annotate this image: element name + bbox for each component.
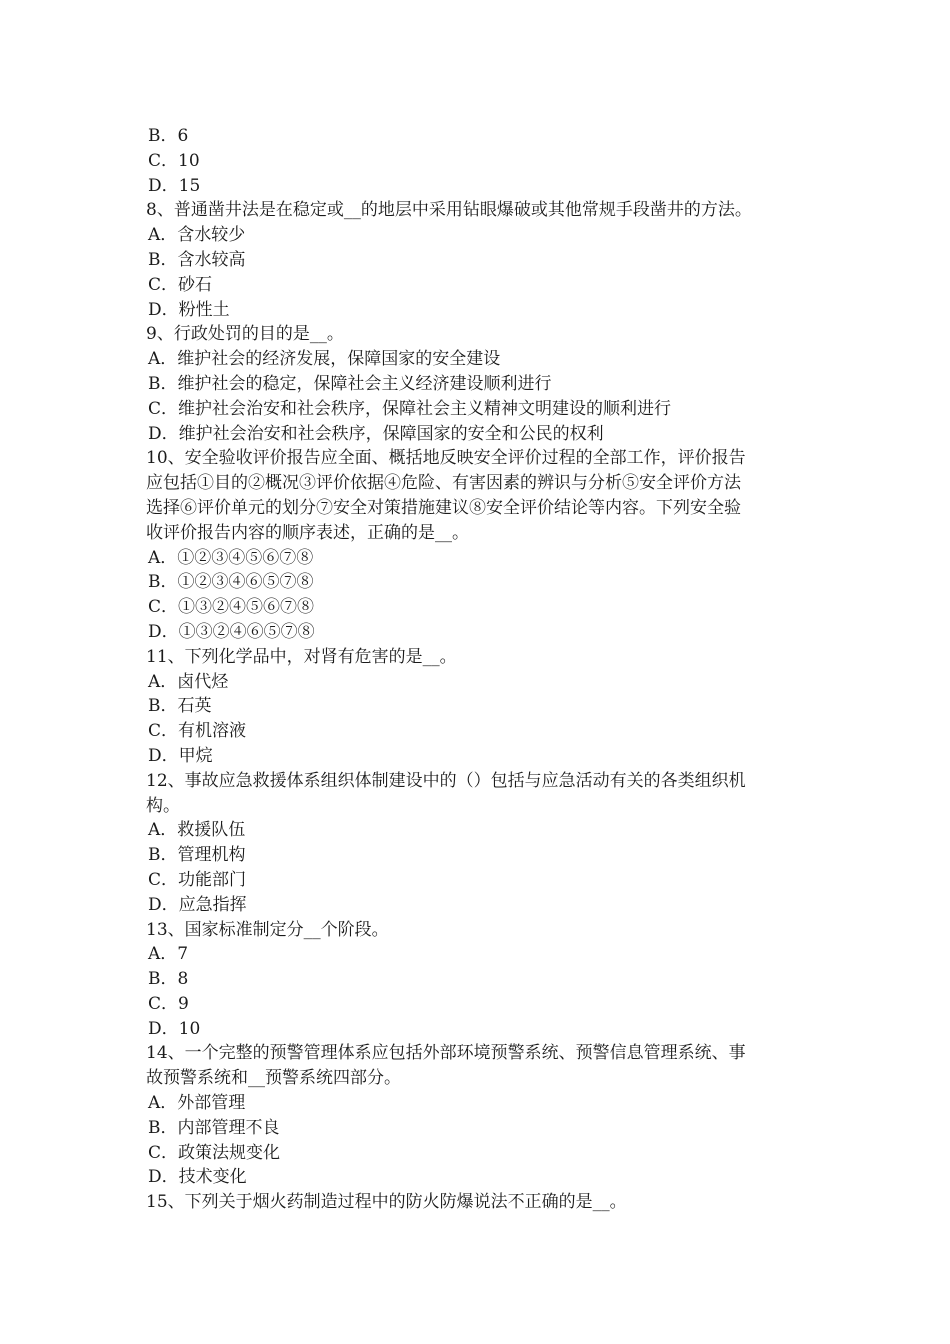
question-text: 11、下列化学品中，对肾有危害的是__。 [146, 646, 457, 667]
answer-option: C．功能部门 [148, 869, 247, 890]
answer-option: D．甲烷 [148, 745, 213, 766]
question-text: 收评价报告内容的顺序表述，正确的是__。 [146, 522, 469, 543]
question-text: 故预警系统和__预警系统四部分。 [146, 1068, 401, 1089]
question-text: 9、行政处罚的目的是__。 [146, 324, 344, 345]
answer-option: D．10 [148, 1018, 201, 1039]
question-text: 14、一个完整的预警管理体系应包括外部环境预警系统、预警信息管理系统、事 [146, 1043, 746, 1064]
answer-option: D．技术变化 [148, 1167, 247, 1188]
answer-option: C．①③②④⑤⑥⑦⑧ [148, 597, 315, 618]
question-text: 12、事故应急救援体系组织体制建设中的（）包括与应急活动有关的各类组织机 [146, 770, 746, 791]
document-body [146, 124, 826, 1215]
answer-option: D．15 [148, 175, 201, 196]
answer-option: C．政策法规变化 [148, 1142, 281, 1163]
answer-option: D．①③②④⑥⑤⑦⑧ [148, 621, 315, 642]
answer-option: C．维护社会治安和社会秩序，保障社会主义精神文明建设的顺利进行 [148, 398, 672, 419]
question-text: 应包括①目的②概况③评价依据④危险、有害因素的辨识与分析⑤安全评价方法 [146, 473, 741, 494]
answer-option: A．卤代烃 [148, 671, 229, 692]
answer-option: A．7 [148, 944, 189, 965]
question-text: 13、国家标准制定分__个阶段。 [146, 919, 389, 940]
answer-option: D．粉性土 [148, 299, 230, 320]
answer-option: A．救援队伍 [148, 820, 246, 841]
question-text: 8、普通凿井法是在稳定或__的地层中采用钻眼爆破或其他常规手段凿井的方法。 [146, 200, 752, 221]
answer-option: C．10 [148, 150, 200, 171]
question-text: 15、下列关于烟火药制造过程中的防火防爆说法不正确的是__。 [146, 1192, 627, 1213]
answer-option: B．6 [148, 126, 189, 146]
answer-option: C．9 [148, 993, 189, 1014]
question-text: 10、安全验收评价报告应全面、概括地反映安全评价过程的全部工作，评价报告 [146, 448, 746, 469]
answer-option: B．含水较高 [148, 249, 246, 270]
answer-option: B．维护社会的稳定，保障社会主义经济建设顺利进行 [148, 373, 552, 394]
answer-option: D．应急指挥 [148, 894, 247, 915]
answer-option: C．有机溶液 [148, 721, 247, 742]
answer-option: D．维护社会治安和社会秩序，保障国家的安全和公民的权利 [148, 423, 604, 444]
answer-option: B．8 [148, 969, 189, 990]
question-text: 选择⑥评价单元的划分⑦安全对策措施建议⑧安全评价结论等内容。下列安全验 [146, 497, 741, 518]
answer-option: B．①②③④⑥⑤⑦⑧ [148, 572, 314, 593]
question-text: 构。 [146, 795, 180, 816]
answer-option: B．管理机构 [148, 845, 246, 866]
answer-option: A．维护社会的经济发展，保障国家的安全建设 [148, 349, 501, 370]
answer-option: A．①②③④⑤⑥⑦⑧ [148, 547, 314, 568]
answer-option: A．含水较少 [148, 225, 246, 246]
answer-option: A．外部管理 [148, 1093, 246, 1114]
answer-option: C．砂石 [148, 274, 213, 295]
answer-option: B．内部管理不良 [148, 1117, 280, 1138]
answer-option: B．石英 [148, 696, 212, 717]
